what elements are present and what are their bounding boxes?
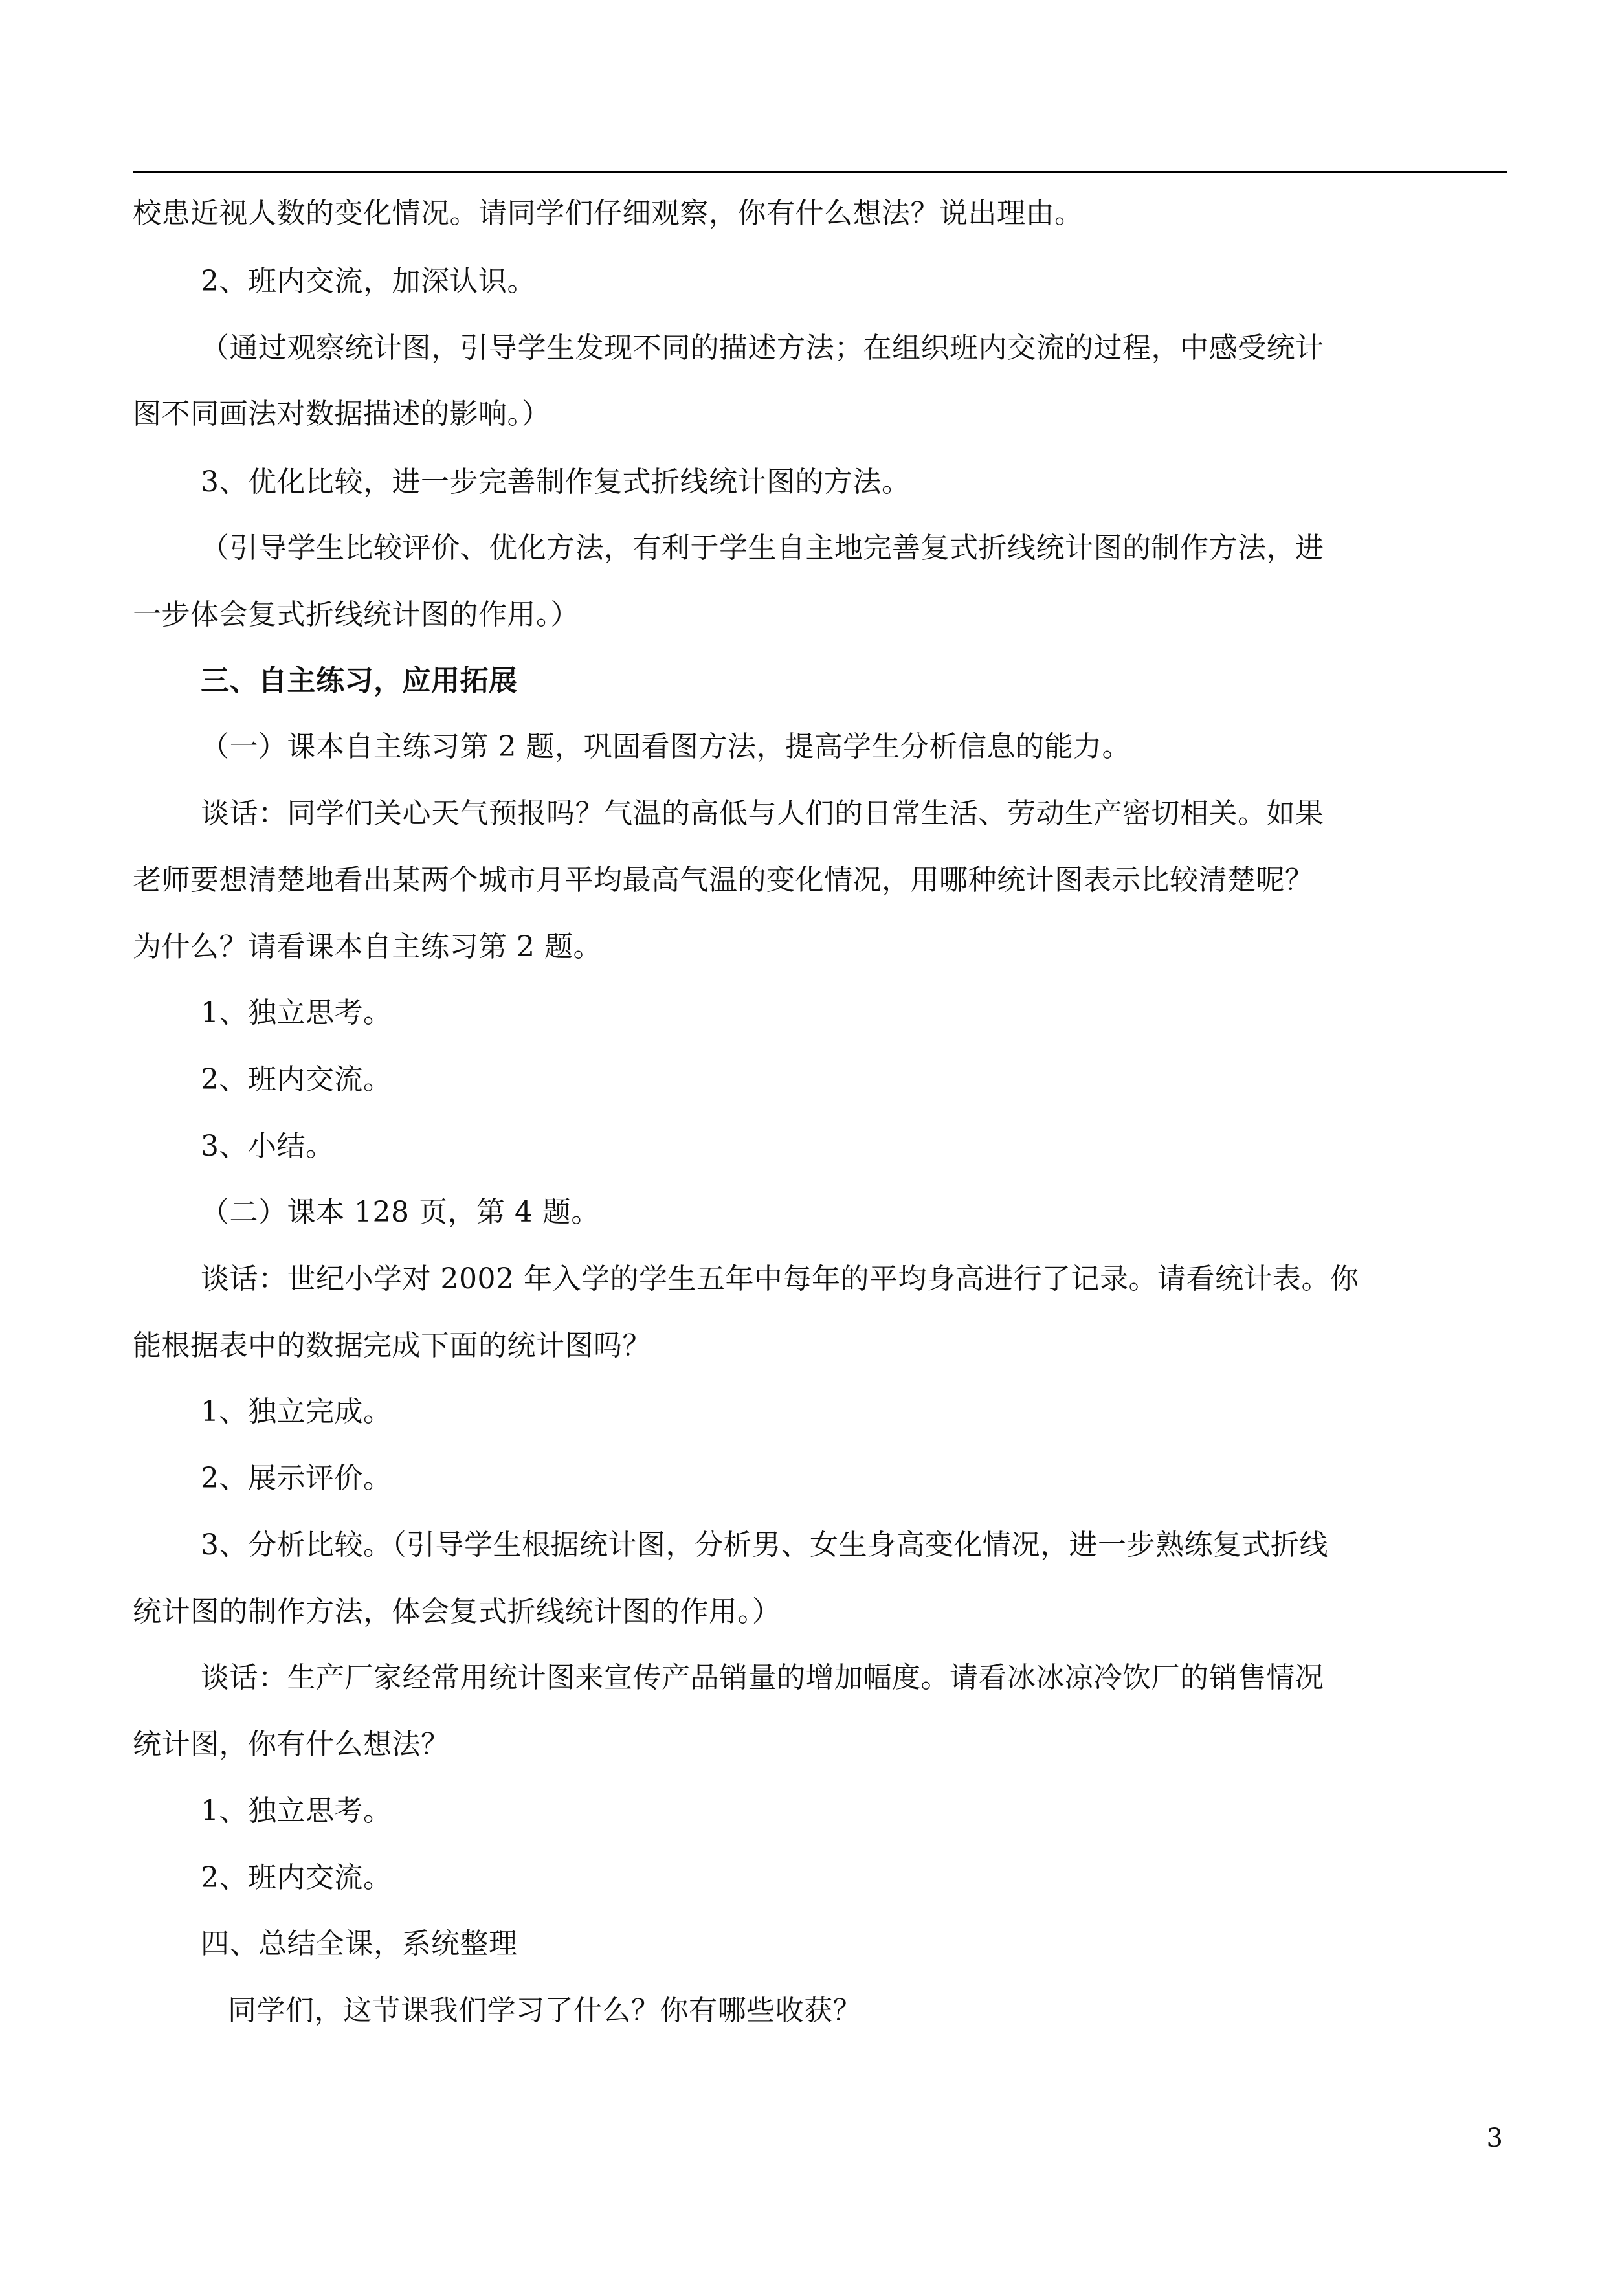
body-line-13: 1、独立思考。 [201,996,392,1029]
body-line-1: 校患近视人数的变化情况。请同学们仔细观察，你有什么想法？说出理由。 [133,197,1084,230]
body-line-20: 2、展示评价。 [201,1462,392,1495]
body-line-21: 3、分析比较。（引导学生根据统计图，分析男、女生身高变化情况，进一步熟练复式折线 [201,1528,1328,1561]
section-heading-3: 三、自主练习，应用拓展 [201,664,518,697]
body-line-23: 谈话：生产厂家经常用统计图来宣传产品销量的增加幅度。请看冰冰凉冷饮厂的销售情况 [201,1661,1324,1694]
header-rule [133,171,1507,173]
body-line-6: （引导学生比较评价、优化方法，有利于学生自主地完善复式折线统计图的制作方法，进 [201,531,1324,565]
body-line-26: 2、班内交流。 [201,1861,392,1894]
body-line-25: 1、独立思考。 [201,1795,392,1828]
body-line-14: 2、班内交流。 [201,1063,392,1096]
body-line-19: 1、独立完成。 [201,1395,392,1428]
body-line-24: 统计图，你有什么想法？ [133,1728,450,1761]
body-line-18: 能根据表中的数据完成下面的统计图吗？ [133,1329,651,1362]
body-line-3: （通过观察统计图，引导学生发现不同的描述方法；在组织班内交流的过程，中感受统计 [201,331,1324,364]
body-line-9: （一）课本自主练习第 2 题，巩固看图方法，提高学生分析信息的能力。 [201,730,1131,763]
body-line-4: 图不同画法对数据描述的影响。） [133,397,551,431]
body-line-15: 3、小结。 [201,1130,335,1163]
body-line-22: 统计图的制作方法，体会复式折线统计图的作用。） [133,1595,781,1628]
body-line-11: 老师要想清楚地看出某两个城市月平均最高气温的变化情况，用哪种统计图表示比较清楚呢？ [133,864,1314,897]
body-line-16: （二）课本 128 页，第 4 题。 [201,1196,600,1229]
body-line-10: 谈话：同学们关心天气预报吗？气温的高低与人们的日常生活、劳动生产密切相关。如果 [201,797,1324,830]
body-line-2: 2、班内交流，加深认识。 [201,265,536,298]
body-line-5: 3、优化比较，进一步完善制作复式折线统计图的方法。 [201,465,911,498]
body-line-17: 谈话：世纪小学对 2002 年入学的学生五年中每年的平均身高进行了记录。请看统计表。你 [201,1262,1359,1295]
body-line-12: 为什么？请看课本自主练习第 2 题。 [133,930,602,963]
page-number: 3 [1486,2123,1503,2153]
section-heading-4: 四、总结全课，系统整理 [201,1927,518,1960]
body-line-28: 同学们，这节课我们学习了什么？你有哪些收获？ [228,1994,862,2027]
body-line-7: 一步体会复式折线统计图的作用。） [133,598,579,631]
